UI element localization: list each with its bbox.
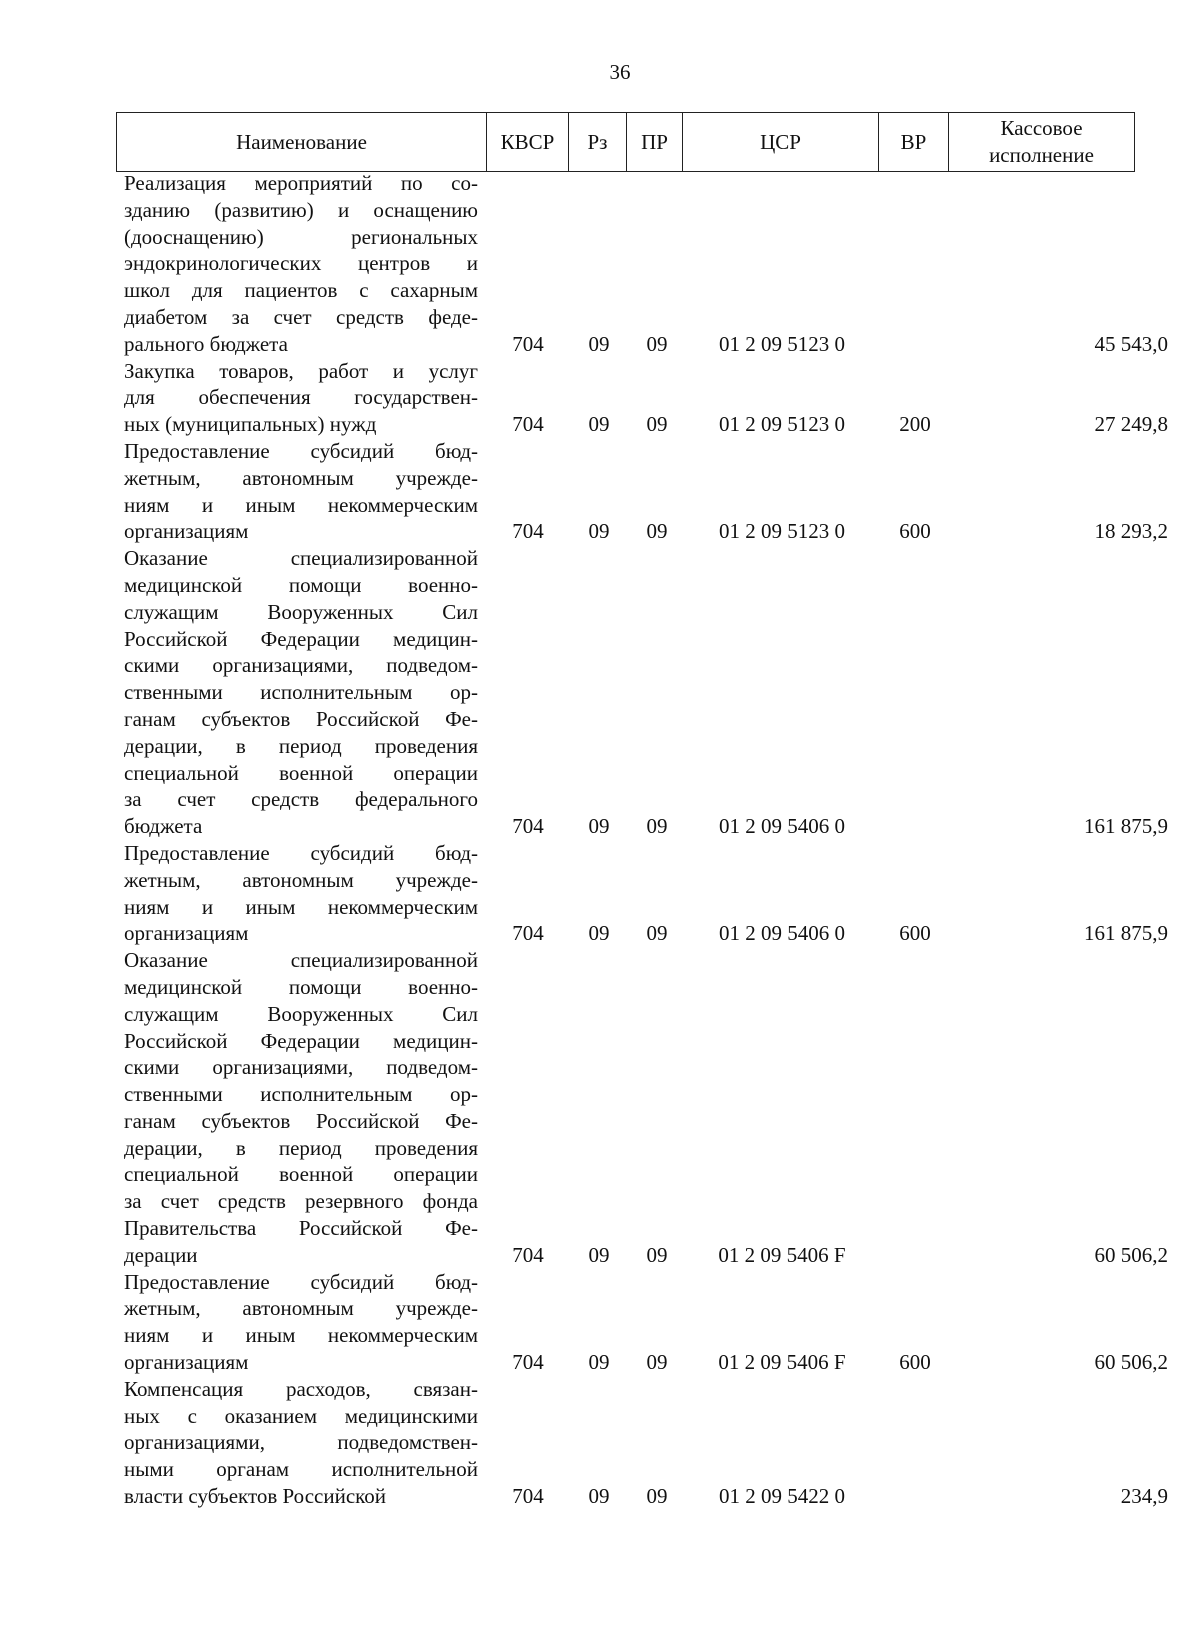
row-sum: 45 543,0 [1094,331,1168,356]
row-kvsr: 704 [512,331,544,356]
column-header-sum-line1: Кассовое [1000,116,1083,140]
row-name-line: медицинской помощи военно- [124,572,478,597]
row-vr: 600 [899,1350,931,1375]
table-row [0,947,1200,1269]
row-name-line: ных (муниципальных) нужд [124,412,377,437]
row-name-line: жетным, автономным учрежде- [124,867,478,892]
row-name-line: ниям и иным некоммерческим [124,1323,478,1348]
row-rz: 09 [588,519,610,544]
table-row [0,438,1200,545]
row-csr: 01 2 09 5422 0 [719,1484,845,1509]
row-kvsr: 704 [512,519,544,544]
table-row [0,1376,1200,1510]
row-sum: 18 293,2 [1094,519,1168,544]
row-name-line: Предоставление субсидий бюд- [124,1269,478,1294]
row-name-line: ганам субъектов Российской Фе- [124,706,478,731]
row-name-line: специальной военной операции [124,1162,478,1187]
row-pr: 09 [646,331,668,356]
row-name-line: Компенсация расходов, связан- [124,1376,478,1401]
row-name-line: школ для пациентов с сахарным [124,278,478,303]
row-name-line: диабетом за счет средств феде- [124,304,478,329]
row-name-line: Закупка товаров, работ и услуг [124,358,478,383]
column-header-vr: ВР [879,113,949,172]
row-name-line: за счет средств федерального [124,787,478,812]
row-kvsr: 704 [512,1484,544,1509]
row-name-line: Оказание специализированной [124,546,478,571]
row-sum: 161 875,9 [1084,921,1168,946]
row-name-line: Российской Федерации медицин- [124,1028,478,1053]
row-name-line: для обеспечения государствен- [124,385,478,410]
row-pr: 09 [646,921,668,946]
row-csr: 01 2 09 5123 0 [719,331,845,356]
row-name-line: специальной военной операции [124,760,478,785]
row-rz: 09 [588,814,610,839]
row-csr: 01 2 09 5406 0 [719,921,845,946]
row-pr: 09 [646,1484,668,1509]
row-name-line: скими организациями, подведом- [124,1055,478,1080]
table-header [116,112,1135,172]
row-name-line: дерации [124,1242,198,1267]
table-row [0,840,1200,947]
row-vr [880,813,950,840]
table-row [0,545,1200,840]
row-name-line: ственными исполнительным ор- [124,1082,478,1107]
row-name [124,438,478,545]
table-row [0,358,1200,438]
row-sum: 60 506,2 [1094,1350,1168,1375]
row-name-line: дерации, в период проведения [124,1135,478,1160]
row-name-line: Правительства Российской Фе- [124,1216,478,1241]
row-name [124,358,478,438]
row-name-line: эндокринологических центров и [124,251,478,276]
row-rz: 09 [588,331,610,356]
row-sum: 27 249,8 [1094,412,1168,437]
row-csr: 01 2 09 5123 0 [719,412,845,437]
row-pr: 09 [646,1242,668,1267]
row-name-line: скими организациями, подведом- [124,653,478,678]
row-kvsr: 704 [512,921,544,946]
row-csr: 01 2 09 5123 0 [719,519,845,544]
row-vr [880,1483,950,1510]
row-rz: 09 [588,1484,610,1509]
row-pr: 09 [646,814,668,839]
row-kvsr: 704 [512,814,544,839]
row-vr: 600 [899,519,931,544]
row-name-line: рального бюджета [124,331,288,356]
row-name-line: медицинской помощи военно- [124,974,478,999]
row-pr: 09 [646,1350,668,1375]
row-kvsr: 704 [512,1350,544,1375]
row-name-line: ных с оказанием медицинскими [124,1403,478,1428]
row-name-line: служащим Вооруженных Сил [124,599,478,624]
row-kvsr: 704 [512,1242,544,1267]
row-name-line: организациям [124,921,249,946]
row-sum: 60 506,2 [1094,1242,1168,1267]
row-pr: 09 [646,519,668,544]
row-name [124,840,478,947]
column-header-name: Наименование [117,113,487,172]
column-header-csr: ЦСР [683,113,879,172]
row-name-line: (дооснащению) региональных [124,224,478,249]
row-name-line: Реализация мероприятий по со- [124,171,478,195]
row-name-line: организациям [124,1350,249,1375]
table-row [0,170,1200,358]
row-vr: 600 [899,921,931,946]
row-name-line: жетным, автономным учрежде- [124,465,478,490]
row-kvsr: 704 [512,412,544,437]
row-csr: 01 2 09 5406 F [718,1242,846,1267]
row-sum: 234,9 [1120,1484,1168,1509]
row-name [124,1269,478,1376]
row-sum: 161 875,9 [1084,814,1168,839]
row-name-line: ниям и иным некоммерческим [124,894,478,919]
row-name-line: организациям [124,519,249,544]
column-header-kvsr: КВСР [487,113,569,172]
row-name-line: ганам субъектов Российской Фе- [124,1108,478,1133]
row-vr: 200 [899,412,931,437]
row-name-line: власти субъектов Российской [124,1484,387,1509]
row-name-line: за счет средств резервного фонда [124,1189,478,1214]
row-name [124,1376,478,1510]
table-body [0,170,1200,1510]
row-name-line: ниям и иным некоммерческим [124,492,478,517]
row-vr [880,331,950,358]
row-name [124,545,478,840]
row-name-line: бюджета [124,814,203,839]
row-name-line: Предоставление субсидий бюд- [124,438,478,463]
row-name-line: дерации, в период проведения [124,733,478,758]
column-header-pr: ПР [627,113,683,172]
row-name-line: зданию (развитию) и оснащению [124,197,478,222]
row-pr: 09 [646,412,668,437]
row-name-line: служащим Вооруженных Сил [124,1001,478,1026]
row-name-line: организациями, подведомствен- [124,1430,478,1455]
column-header-sum [949,113,1135,172]
row-csr: 01 2 09 5406 F [718,1350,846,1375]
row-rz: 09 [588,1350,610,1375]
column-header-rz: Рз [569,113,627,172]
row-name-line: Предоставление субсидий бюд- [124,840,478,865]
row-name-line: Оказание специализированной [124,948,478,973]
row-csr: 01 2 09 5406 0 [719,814,845,839]
row-name-line: Российской Федерации медицин- [124,626,478,651]
row-rz: 09 [588,921,610,946]
row-vr [880,1242,950,1269]
row-name-line: ными органам исполнительной [124,1457,478,1482]
column-header-sum-line2: исполнение [989,143,1094,167]
page-number: 36 [609,60,631,84]
table-row [0,1269,1200,1376]
row-name-line: ственными исполнительным ор- [124,680,478,705]
row-name [124,947,478,1269]
row-name-line: жетным, автономным учрежде- [124,1296,478,1321]
row-rz: 09 [588,1242,610,1267]
row-name [124,170,478,358]
row-rz: 09 [588,412,610,437]
